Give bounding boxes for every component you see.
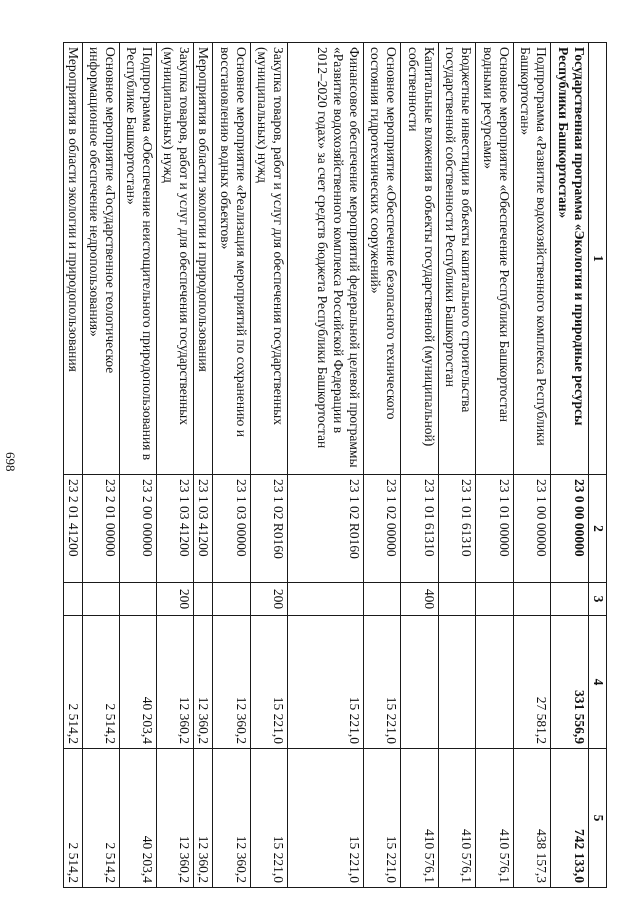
row-value-col4-cell: 40 203,4 bbox=[120, 616, 157, 749]
row-type-cell: 400 bbox=[401, 583, 439, 616]
row-type-cell bbox=[194, 583, 213, 616]
row-name-cell: Закупка товаров, работ и услуг для обеспечения государственных (муниципальных) нужд bbox=[157, 43, 194, 475]
row-name-cell: Основное мероприятие «Реализация мероприятий по сохранению и восстановлению водных объектов» bbox=[213, 43, 251, 475]
table-row bbox=[251, 43, 288, 888]
row-code-cell: 23 2 00 00000 bbox=[120, 475, 157, 583]
row-type-cell bbox=[120, 583, 157, 616]
row-name-cell: Государственная программа «Экология и природные ресурсы Республики Башкортостан» bbox=[551, 43, 589, 475]
row-value-col4-cell bbox=[439, 616, 476, 749]
row-value-col4-cell: 27 581,2 bbox=[514, 616, 551, 749]
table-row bbox=[120, 43, 157, 888]
budget-table bbox=[63, 42, 607, 888]
row-value-col4-cell bbox=[401, 616, 439, 749]
row-value-col5-cell: 40 203,4 bbox=[120, 749, 157, 888]
row-value-col4-cell: 12 360,2 bbox=[157, 616, 194, 749]
table-row bbox=[364, 43, 401, 888]
row-name-cell: Мероприятия в области экологии и природопользования bbox=[194, 43, 213, 475]
row-value-col5-cell: 12 360,2 bbox=[157, 749, 194, 888]
row-type-cell bbox=[83, 583, 120, 616]
row-value-col5-cell: 410 576,1 bbox=[476, 749, 514, 888]
row-type-cell: 200 bbox=[251, 583, 288, 616]
row-code-cell: 23 1 02 R0160 bbox=[288, 475, 364, 583]
table-row bbox=[194, 43, 213, 888]
row-type-cell bbox=[288, 583, 364, 616]
table-body bbox=[64, 43, 589, 888]
row-code-cell: 23 1 02 00000 bbox=[364, 475, 401, 583]
row-value-col5-cell: 742 133,0 bbox=[551, 749, 589, 888]
row-name-cell: Капитальные вложения в объекты государственной (муниципальной) собственности bbox=[401, 43, 439, 475]
row-value-col5-cell: 15 221,0 bbox=[251, 749, 288, 888]
row-value-col4-cell: 12 360,2 bbox=[194, 616, 213, 749]
table-row bbox=[514, 43, 551, 888]
table-row bbox=[551, 43, 589, 888]
row-code-cell: 23 2 01 00000 bbox=[83, 475, 120, 583]
header-col-4: 4 bbox=[589, 616, 607, 749]
row-code-cell: 23 1 03 00000 bbox=[213, 475, 251, 583]
row-value-col5-cell: 2 514,2 bbox=[64, 749, 83, 888]
row-type-cell bbox=[514, 583, 551, 616]
row-value-col4-cell bbox=[476, 616, 514, 749]
row-name-cell: Финансовое обеспечение мероприятий федеральной целевой программы «Развитие водохозяйственного комплекса Российской Федерации в 2012–2020 годах» за счет средств бюджета Республики Башкортостан bbox=[288, 43, 364, 475]
table-row bbox=[439, 43, 476, 888]
row-value-col5-cell: 12 360,2 bbox=[213, 749, 251, 888]
row-code-cell: 23 1 03 41200 bbox=[194, 475, 213, 583]
row-name-cell: Закупка товаров, работ и услуг для обеспечения государственных (муниципальных) нужд bbox=[251, 43, 288, 475]
row-value-col4-cell: 15 221,0 bbox=[251, 616, 288, 749]
row-code-cell: 23 1 01 61310 bbox=[439, 475, 476, 583]
row-value-col5-cell: 438 157,3 bbox=[514, 749, 551, 888]
row-code-cell: 23 2 01 41200 bbox=[64, 475, 83, 583]
row-value-col5-cell: 410 576,1 bbox=[439, 749, 476, 888]
row-type-cell: 200 bbox=[157, 583, 194, 616]
table-row bbox=[157, 43, 194, 888]
row-value-col5-cell: 15 221,0 bbox=[288, 749, 364, 888]
table-row bbox=[288, 43, 364, 888]
row-code-cell: 23 1 03 41200 bbox=[157, 475, 194, 583]
row-name-cell: Мероприятия в области экологии и природопользования bbox=[64, 43, 83, 475]
row-value-col5-cell: 12 360,2 bbox=[194, 749, 213, 888]
row-value-col5-cell: 2 514,2 bbox=[83, 749, 120, 888]
row-name-cell: Основное мероприятие «Государственное геологическое информационное обеспечение недропользования» bbox=[83, 43, 120, 475]
row-code-cell: 23 1 00 00000 bbox=[514, 475, 551, 583]
header-col-5: 5 bbox=[589, 749, 607, 888]
header-col-2: 2 bbox=[589, 475, 607, 583]
row-code-cell: 23 0 00 00000 bbox=[551, 475, 589, 583]
row-type-cell bbox=[364, 583, 401, 616]
row-type-cell bbox=[439, 583, 476, 616]
row-name-cell: Подпрограмма «Развитие водохозяйственного комплекса Республики Башкортостан» bbox=[514, 43, 551, 475]
table-row bbox=[64, 43, 83, 888]
table-header-row bbox=[589, 43, 607, 888]
row-value-col5-cell: 410 576,1 bbox=[401, 749, 439, 888]
row-code-cell: 23 1 02 R0160 bbox=[251, 475, 288, 583]
table-row bbox=[401, 43, 439, 888]
row-value-col4-cell: 2 514,2 bbox=[64, 616, 83, 749]
row-code-cell: 23 1 01 00000 bbox=[476, 475, 514, 583]
row-code-cell: 23 1 01 61310 bbox=[401, 475, 439, 583]
page-number: 698 bbox=[3, 452, 18, 472]
header-col-3: 3 bbox=[589, 583, 607, 616]
row-type-cell bbox=[551, 583, 589, 616]
row-value-col4-cell: 15 221,0 bbox=[364, 616, 401, 749]
row-name-cell: Подпрограмма «Обеспечение неистощительного природопользования в Республике Башкортостан» bbox=[120, 43, 157, 475]
row-type-cell bbox=[64, 583, 83, 616]
row-name-cell: Бюджетные инвестиции в объекты капитального строительства государственной собственности Республики Башкортостан bbox=[439, 43, 476, 475]
rotated-page-content bbox=[66, 42, 607, 887]
row-value-col4-cell: 15 221,0 bbox=[288, 616, 364, 749]
row-type-cell bbox=[476, 583, 514, 616]
row-value-col5-cell: 15 221,0 bbox=[364, 749, 401, 888]
row-name-cell: Основное мероприятие «Обеспечение Республики Башкортостан водными ресурсами» bbox=[476, 43, 514, 475]
table-row bbox=[83, 43, 120, 888]
row-value-col4-cell: 12 360,2 bbox=[213, 616, 251, 749]
header-col-1: 1 bbox=[589, 43, 607, 475]
row-name-cell: Основное мероприятие «Обеспечение безопасного технического состояния гидротехнических сооружений» bbox=[364, 43, 401, 475]
row-value-col4-cell: 2 514,2 bbox=[83, 616, 120, 749]
row-type-cell bbox=[213, 583, 251, 616]
table-row bbox=[476, 43, 514, 888]
row-value-col4-cell: 331 556,9 bbox=[551, 616, 589, 749]
table-row bbox=[213, 43, 251, 888]
